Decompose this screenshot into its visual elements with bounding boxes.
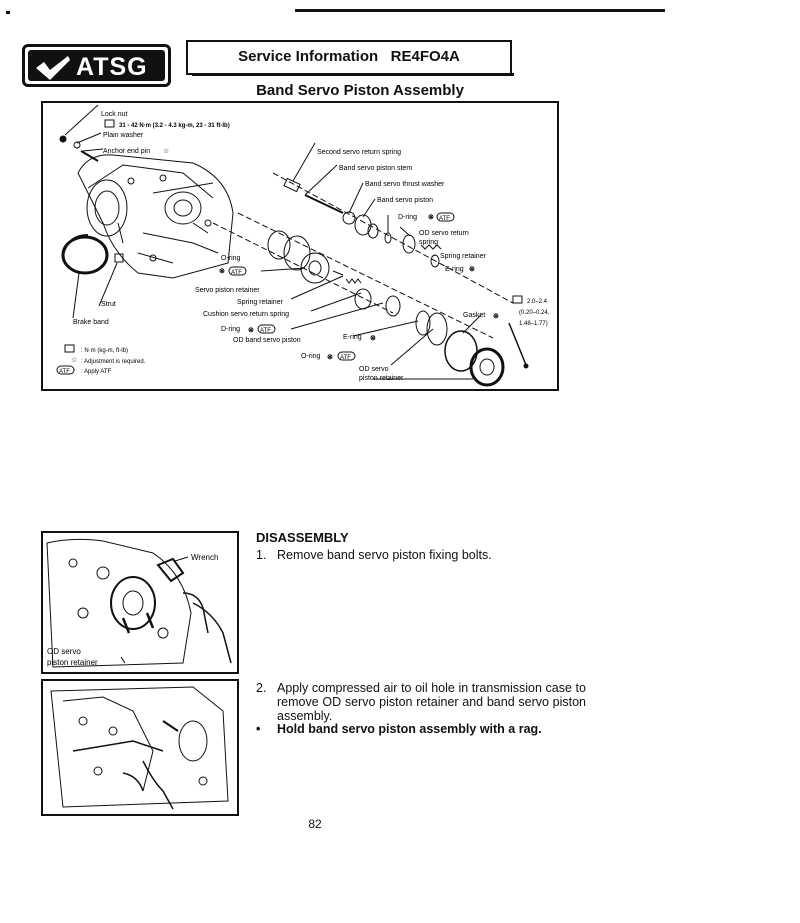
label-strut: Strut (101, 301, 116, 308)
step-1-number: 1. (256, 548, 267, 562)
photo1-od-servo-label: OD servo (47, 647, 81, 656)
page-number: 82 (308, 817, 322, 831)
label-spring-retainer-2: Spring retainer (237, 299, 283, 306)
note-bullet (256, 722, 586, 738)
top-rule (295, 9, 665, 12)
no-reuse-icon: ⊗ (219, 268, 225, 275)
label-torque-lock: 31 - 42 N·m (3.2 - 4.3 kg-m, 23 - 31 ft-lb) (119, 123, 230, 129)
no-reuse-icon: ⊗ (493, 313, 499, 320)
page-title: Band Servo Piston Assembly (256, 82, 464, 99)
torque-icon (513, 296, 522, 303)
no-reuse-icon: ⊗ (370, 335, 376, 342)
label-od-band-piston: OD band servo piston (233, 337, 301, 344)
atf-text: ATF (231, 270, 242, 276)
diagram-labels (43, 103, 557, 389)
atf-text: ATF (260, 328, 271, 334)
label-servo-piston: Band servo piston (377, 197, 434, 204)
legend-torque: : N·m (kg-m, ft-lb) (81, 348, 128, 354)
label-spring-retainer: Spring retainer (440, 253, 486, 260)
label-d-ring-2: D-ring (221, 326, 241, 333)
photo-compressed-air (41, 679, 239, 816)
no-reuse-icon: ⊗ (428, 214, 434, 221)
label-torque-bolt-3: 1.48–1.77) (519, 321, 548, 327)
adjust-star-icon: ☆ (163, 148, 170, 155)
atsg-logo (22, 44, 171, 87)
adjust-star-icon: ☆ (71, 357, 78, 364)
label-e-ring-2: E-ring (343, 334, 362, 341)
label-second-spring: Second servo return spring (317, 149, 402, 156)
label-lock-nut: Lock nut (101, 111, 128, 118)
label-cushion-spring: Cushion servo return spring (203, 311, 289, 318)
photo2-drawing (43, 681, 237, 814)
photo1-retainer-label: piston retainer (47, 658, 98, 667)
label-piston-stem: Band servo piston stem (339, 165, 413, 172)
photo1-wrench-label: Wrench (191, 553, 219, 562)
label-plain-washer: Plain washer (103, 132, 144, 139)
label-d-ring: D-ring (398, 214, 418, 221)
step-1 (256, 548, 586, 564)
photo-remove-bolts (41, 531, 239, 674)
no-reuse-icon: ⊗ (248, 327, 254, 334)
disassembly-heading: DISASSEMBLY (256, 530, 349, 545)
label-o-ring: O-ring (221, 255, 241, 262)
label-thrust-washer: Band servo thrust washer (365, 181, 445, 188)
scan-mark (6, 11, 10, 14)
atf-text: ATF (439, 216, 450, 222)
no-reuse-icon: ⊗ (327, 354, 333, 361)
legend-adjust: : Adjustment is required. (81, 359, 146, 365)
torque-icon (65, 345, 74, 352)
step-2-text: Apply compressed air to oil hole in transmission case to remove OD servo piston retainer and band servo piston assembly. (277, 681, 586, 723)
bullet-icon: • (256, 722, 261, 736)
logo-text: ATSG (76, 53, 148, 81)
atf-text: ATF (59, 369, 70, 375)
label-o-ring-2: O-ring (301, 353, 321, 360)
label-servo-piston-retainer: Servo piston retainer (195, 287, 260, 294)
photo1-drawing (43, 533, 237, 672)
label-od-servo-2: piston retainer (359, 375, 404, 382)
label-anchor-pin: Anchor end pin (103, 148, 151, 155)
label-od-return-spring-2: spring (419, 239, 439, 246)
atf-text: ATF (340, 355, 351, 361)
step-2 (256, 681, 586, 725)
step-2-number: 2. (256, 681, 267, 695)
torque-icon (105, 120, 114, 127)
no-reuse-icon: ⊗ (469, 266, 475, 273)
bullet-text: Hold band servo piston assembly with a rag. (277, 722, 542, 736)
label-brake-band: Brake band (73, 319, 109, 326)
label-torque-bolt-1: 2.0–2.4 (527, 299, 548, 305)
exploded-diagram (41, 101, 559, 391)
checkmark-icon (34, 54, 72, 82)
label-e-ring: E-ring (445, 266, 464, 273)
label-gasket: Gasket (463, 312, 486, 319)
label-torque-bolt-2: (0.20–0.24, (519, 310, 550, 316)
label-od-return-spring-1: OD servo return (419, 230, 469, 237)
logo-badge (28, 50, 165, 81)
label-od-servo-1: OD servo (359, 366, 389, 373)
service-info-title: Service Information RE4FO4A (238, 48, 460, 65)
legend-atf: : Apply ATF (81, 369, 112, 375)
step-1-text: Remove band servo piston fixing bolts. (277, 548, 492, 562)
